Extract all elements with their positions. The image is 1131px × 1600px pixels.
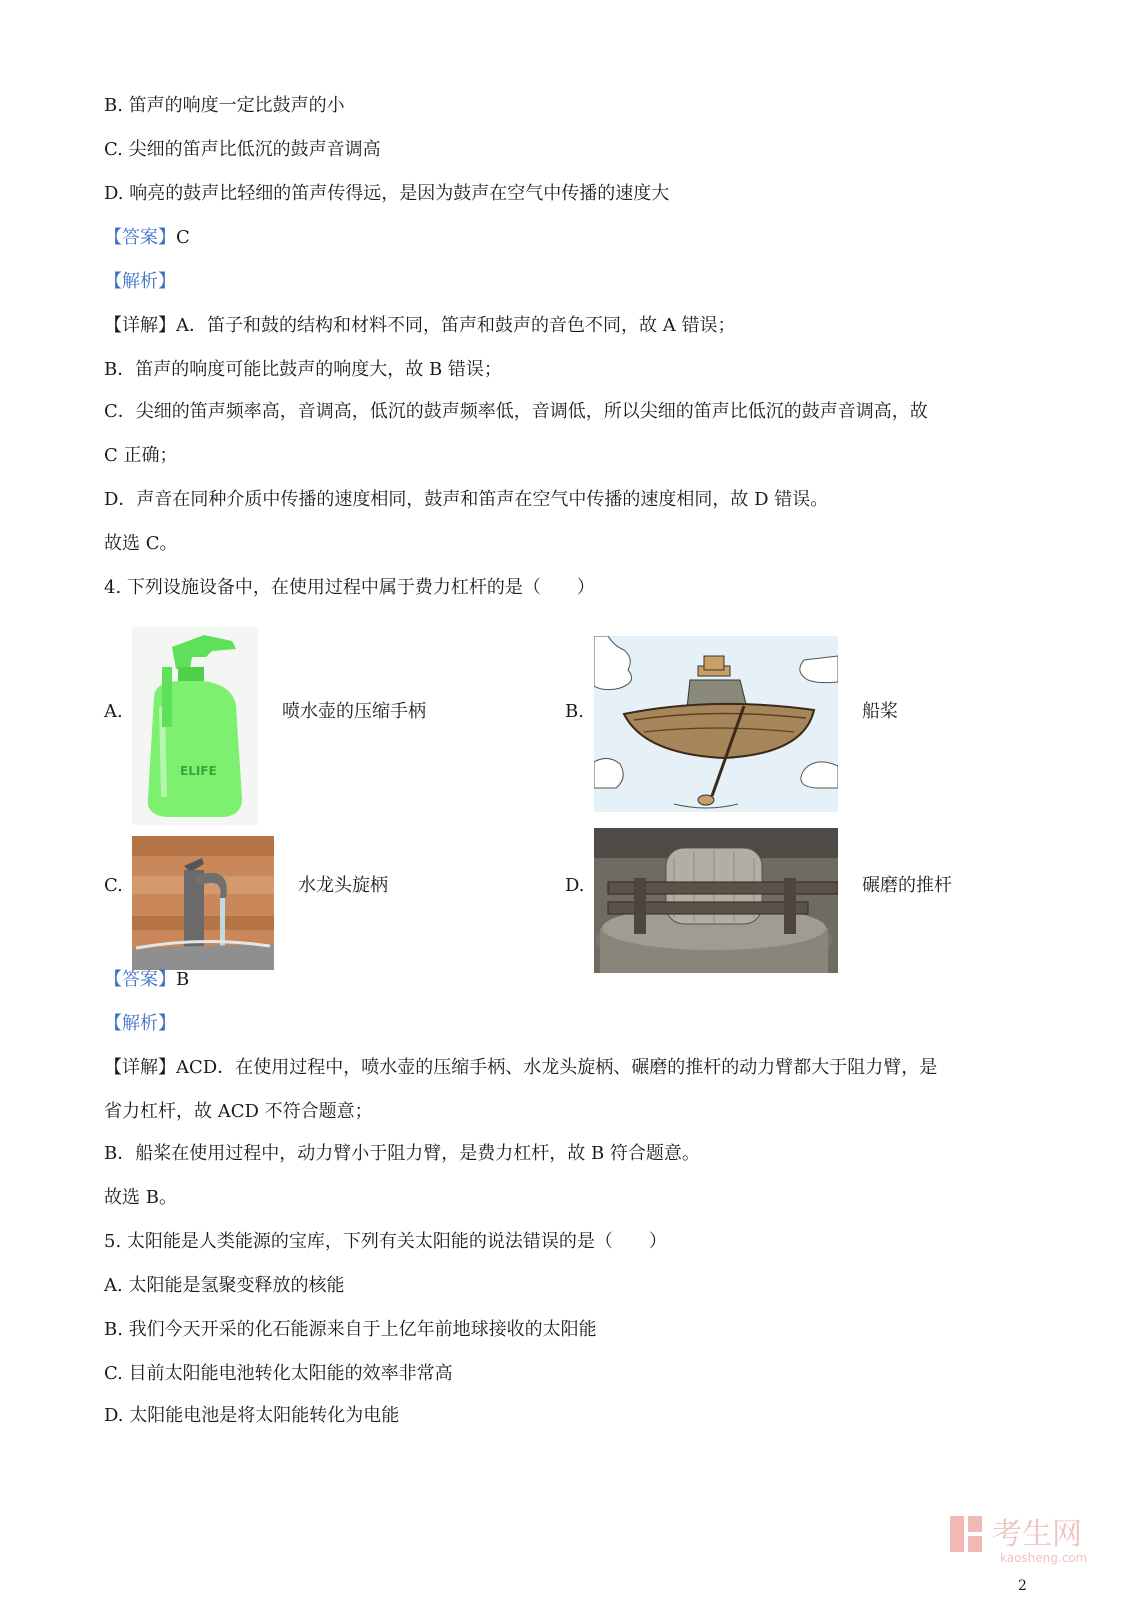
q3-conclusion: 故选 C。 xyxy=(104,533,178,554)
q4-option-a-caption: 喷水壶的压缩手柄 xyxy=(282,701,426,722)
rowing-boat-image xyxy=(594,636,838,812)
q5-option-b: B. 我们今天开采的化石能源来自于上亿年前地球接收的太阳能 xyxy=(104,1319,597,1340)
q5-option-d: D. 太阳能电池是将太阳能转化为电能 xyxy=(104,1405,400,1426)
q4-analysis-tag: 【解析】 xyxy=(104,1013,176,1034)
q3-detail-3: C．尖细的笛声频率高，音调高，低沉的鼓声频率低，音调低，所以尖细的笛声比低沉的鼓声音调高，故 xyxy=(104,401,928,422)
q4-detail-1b: 省力杠杆，故 ACD 不符合题意； xyxy=(104,1101,373,1122)
stone-mill-image xyxy=(594,828,838,973)
q4-detail-1 xyxy=(104,1056,937,1080)
q4-conclusion: 故选 B。 xyxy=(104,1187,177,1208)
spray-bottle-image xyxy=(132,627,258,825)
q4-option-d-caption: 碾磨的推杆 xyxy=(862,875,952,896)
answer-value: B xyxy=(176,969,190,990)
q4-option-d-letter: D. xyxy=(565,875,585,896)
detail-text: ACD．在使用过程中，喷水壶的压缩手柄、水龙头旋柄、碾磨的推杆的动力臂都大于阻力臂，是 xyxy=(176,1057,938,1078)
watermark-name: 考生网 xyxy=(992,1517,1082,1552)
faucet-image xyxy=(132,836,274,970)
q4-detail-2: B．船桨在使用过程中，动力臂小于阻力臂，是费力杠杆，故 B 符合题意。 xyxy=(104,1143,700,1164)
answer-tag: 【答案】 xyxy=(104,227,176,248)
bottle-label: ELIFE xyxy=(180,764,217,778)
detail-text: A．笛子和鼓的结构和材料不同，笛声和鼓声的音色不同，故 A 错误； xyxy=(176,315,736,336)
q5-stem: 5. 太阳能是人类能源的宝库，下列有关太阳能的说法错误的是（ ） xyxy=(104,1231,667,1252)
q3-detail-3b: C 正确； xyxy=(104,445,178,466)
q5-option-c: C. 目前太阳能电池转化太阳能的效率非常高 xyxy=(104,1363,453,1384)
q3-answer xyxy=(104,226,190,250)
q3-option-b: B. 笛声的响度一定比鼓声的小 xyxy=(104,95,345,116)
q3-analysis-tag: 【解析】 xyxy=(104,271,176,292)
q3-option-c: C. 尖细的笛声比低沉的鼓声音调高 xyxy=(104,139,381,160)
q3-detail-4: D．声音在同种介质中传播的速度相同，鼓声和笛声在空气中传播的速度相同，故 D 错误。 xyxy=(104,489,829,510)
q3-detail-1 xyxy=(104,314,735,338)
watermark-url: kaosheng.com xyxy=(1000,1551,1088,1565)
q4-option-a-letter: A. xyxy=(104,701,123,722)
q4-answer xyxy=(104,968,189,992)
detail-tag: 【详解】 xyxy=(104,315,176,336)
q3-option-d: D. 响亮的鼓声比轻细的笛声传得远，是因为鼓声在空气中传播的速度大 xyxy=(104,183,670,204)
q4-option-b-caption: 船桨 xyxy=(862,701,898,722)
q4-option-b-letter: B. xyxy=(565,701,584,722)
q4-stem: 4. 下列设施设备中，在使用过程中属于费力杠杆的是（ ） xyxy=(104,577,595,598)
detail-tag: 【详解】 xyxy=(104,1057,176,1078)
answer-tag: 【答案】 xyxy=(104,969,176,990)
q4-option-c-letter: C. xyxy=(104,875,123,896)
watermark-logo xyxy=(948,1510,1120,1570)
q3-detail-2: B．笛声的响度可能比鼓声的响度大，故 B 错误； xyxy=(104,359,502,380)
q5-option-a: A. 太阳能是氢聚变释放的核能 xyxy=(104,1275,345,1296)
page-number: 2 xyxy=(1018,1578,1027,1594)
q4-option-c-caption: 水龙头旋柄 xyxy=(298,875,388,896)
answer-value: C xyxy=(176,227,190,248)
